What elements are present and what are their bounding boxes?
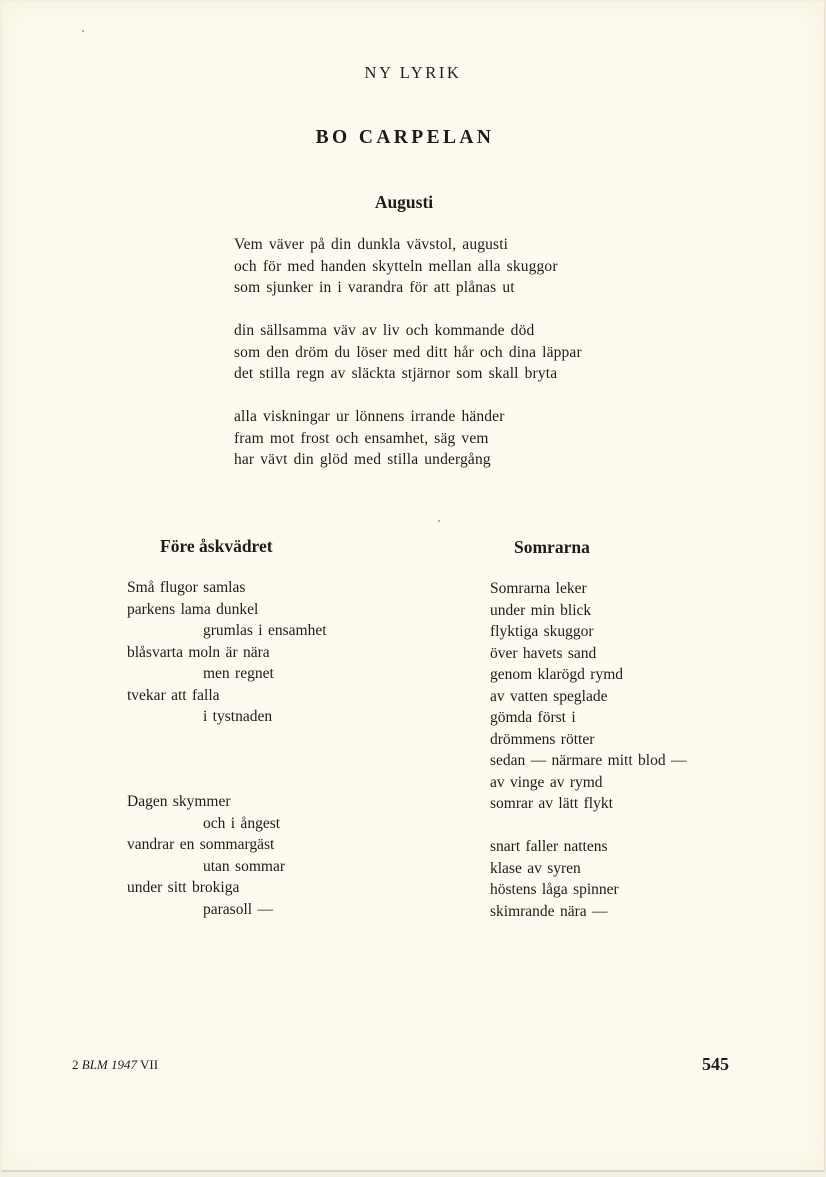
print-speck — [82, 30, 84, 32]
poem-line-indented: och i ångest — [203, 814, 281, 832]
poem-line: har vävt din glöd med stilla undergång — [234, 451, 491, 468]
poem-line: snart faller nattens — [490, 838, 608, 855]
poem-body-augusti — [234, 234, 582, 471]
poem-line: alla viskningar ur lönnens irrande händer — [234, 408, 505, 425]
stanza-break — [234, 385, 582, 407]
poem-line: under sitt brokiga — [127, 879, 240, 896]
poem-line: sedan — närmare mitt blod — — [490, 752, 687, 769]
author-name: BO CARPELAN — [315, 127, 495, 148]
poem-line: Dagen skymmer — [127, 793, 231, 810]
poem-body-fore-askvadret-stanza-2 — [127, 791, 285, 920]
poem-line: vandrar en sommargäst — [127, 836, 275, 853]
journal-issue: VII — [140, 1057, 159, 1072]
poem-line: Små flugor samlas — [127, 579, 246, 596]
signature-number: 2 — [72, 1057, 79, 1072]
poem-line: över havets sand — [490, 644, 597, 662]
poem-line-indented: i tystnaden — [203, 708, 273, 725]
journal-abbrev: BLM — [81, 1057, 108, 1072]
page-number: 545 — [702, 1054, 729, 1074]
poem-line: det stilla regn av släckta stjärnor som skall bryta — [234, 365, 558, 382]
section-title: NY LYRIK — [364, 63, 462, 82]
poem-line: klase av syren — [490, 859, 581, 877]
poem-line: och för med handen skytteln mellan alla skuggor — [234, 257, 558, 275]
poem-line: fram mot frost och ensamhet, säg vem — [234, 429, 489, 447]
stanza-break — [234, 299, 582, 321]
poem-title-fore-askvadret: Före åskvädret — [160, 536, 273, 556]
poem-line: flyktiga skuggor — [490, 623, 594, 640]
poem-line: Vem väver på din dunkla vävstol, augusti — [234, 236, 509, 253]
stanza-break — [490, 815, 686, 837]
poem-line: under min blick — [490, 601, 592, 619]
poem-line: höstens låga spinner — [490, 881, 619, 898]
poem-line: din sällsamma väv av liv och kommande död — [234, 322, 535, 339]
poem-line: som sjunker in i varandra för att plånas ut — [234, 279, 515, 296]
poem-line: skimrande nära — — [490, 902, 608, 920]
signature-mark — [72, 1057, 158, 1073]
poem-line: somrar av lätt flykt — [490, 795, 613, 812]
journal-year: 1947 — [111, 1057, 137, 1072]
poem-line: tvekar att falla — [127, 686, 220, 704]
poem-line-indented: parasoll — — [203, 900, 273, 918]
print-speck — [438, 520, 440, 522]
poem-body-somrarna — [490, 578, 686, 922]
poem-line: av vatten speglade — [490, 687, 608, 705]
poem-line: drömmens rötter — [490, 730, 595, 748]
poem-line: som den dröm du löser med ditt hår och dina läppar — [234, 343, 582, 361]
poem-line: gömda först i — [490, 709, 576, 726]
poem-line: genom klarögd rymd — [490, 666, 624, 683]
poem-line-indented: utan sommar — [203, 857, 285, 875]
poem-title-augusti: Augusti — [374, 192, 434, 212]
poem-line: blåsvarta moln är nära — [127, 643, 270, 661]
poem-line-indented: grumlas i ensamhet — [203, 622, 327, 639]
poem-line-indented: men regnet — [203, 665, 274, 682]
magazine-page — [2, 2, 825, 1172]
poem-line: av vinge av rymd — [490, 773, 603, 791]
poem-body-fore-askvadret-stanza-1 — [127, 577, 327, 728]
poem-line: Somrarna leker — [490, 580, 587, 597]
poem-title-somrarna: Somrarna — [514, 537, 590, 557]
poem-line: parkens lama dunkel — [127, 600, 259, 618]
